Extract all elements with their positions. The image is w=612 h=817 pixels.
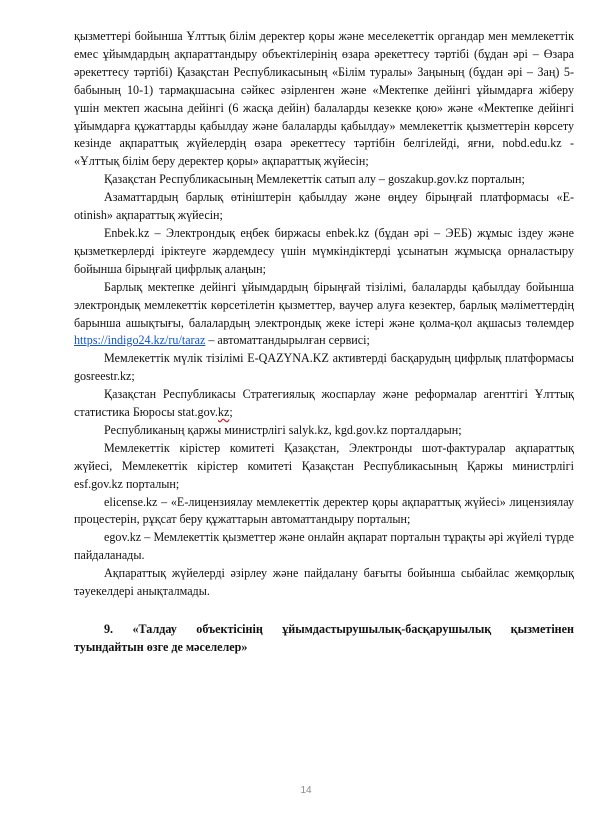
spellcheck-mark: kz [217, 405, 230, 420]
paragraph-nobd: қызметтері бойынша Ұлттық білім деректер қоры және меселекеттік органдар мен мемлекеттік емес ұйымдардың ақпараттандыру объектілерінің өзара әрекеттесу тәртібі (бұдан әрі – Өзара әрекеттесу тәртібі) Қазақстан Республикасының «Білім туралы» Заңының (бұдан әрі – Заң) 5-бабының 10-1) тармақшасына сәйкес әзірленген және «Мектепке дейінгі ұйымдарға жіберу үшін мектеп жасына дейінгі (6 жасқа дейін) балаларды кезекке қою» және «Мектепке дейінгі ұйымдарға құжаттарды қабылдау және балаларды қабылдау» мемлекеттік қызметтерін көрсету кезінде ақпараттық жүйелердің өзара әрекеттесу тәртібін белгілейді, яғни, nobd.edu.kz - «Ұлттық білім беру деректер қоры» ақпараттық жүйесін; [74, 29, 574, 169]
paragraph-elicense: elicense.kz – «Е-лицензиялау мемлекеттік деректер қоры ақпараттық жүйесі» лицензиялау процестерін, рұқсат беру құжаттарын автоматтандыру порталын; [74, 494, 574, 527]
section-heading: 9. «Талдау объектісінің ұйымдастырушылық-басқарушылық қызметінен туындайтын өзге де мәселелер» [74, 622, 574, 654]
paragraph-enbek: Enbek.kz – Электрондық еңбек биржасы enbek.kz (бұдан әрі – ЭЕБ) жұмыс іздеу және қызметкерлерді іріктеуге жәрдемдесу үшін мүмкіндіктерді ұсынатын жұмысқа орналастыру бойынша бірыңғай цифрлық алаңын; [74, 225, 574, 276]
paragraph-indigo-text: Барлық мектепке дейінгі ұйымдардың бірыңғай тізілімі, балаларды қабылдау бойынша электрондық мемлекеттік көрсетілетін қызметтер, ваучер алуға кезектер, барлық мәліметтердің барынша ашықтығы, балалардың электрондық жеке істері және қолма-қол ақшасыз төлемдер [74, 279, 574, 330]
paragraph-stat [74, 386, 574, 422]
paragraph-indigo-tail: – автоматтандырылған сервисі; [205, 333, 370, 348]
paragraph-e-otinish: Азаматтардың барлық өтініштерін қабылдау және өңдеу бірыңғай платформасы «E-otinish» ақпараттық жүйесін; [74, 190, 574, 223]
document-body [74, 28, 574, 657]
paragraph-egov: egov.kz – Мемлекеттік қызметтер және онлайн ақпарат порталын тұрақты әрі жүйелі түрде пайдаланады. [74, 530, 574, 563]
paragraph-esf: Мемлекеттік кірістер комитеті Қазақстан, Электронды шот-фактуралар ақпараттық жүйесі, Мемлекеттік кірістер комитеті Қазақстан Республикасының Қаржы министрлігі esf.gov.kz порталын; [74, 440, 574, 491]
paragraph-indigo [74, 279, 574, 351]
paragraph-stat-tail: ; [229, 405, 233, 420]
paragraph-corruption-risks: Ақпараттық жүйелерді әзірлеу және пайдалану бағыты бойынша сыбайлас жемқорлық тәуекелдері анықталмады. [74, 566, 574, 599]
paragraph-stat-text: Қазақстан Республикасы Стратегиялық жоспарлау және реформалар агенттігі Ұлттық статистика Бюросы stat.gov. [74, 387, 574, 420]
paragraph-salyk: Республиканың қаржы министрлігі salyk.kz, kgd.gov.kz порталдарын; [104, 422, 462, 437]
paragraph-goszakup: Қазақстан Республикасының Мемлекеттік сатып алу – goszakup.gov.kz порталын; [104, 172, 525, 187]
indigo24-link[interactable]: https://indigo24.kz/ru/taraz [74, 333, 206, 348]
page-number: 14 [300, 785, 312, 796]
paragraph-e-qazyna: Мемлекеттік мүлік тізілімі E-QAZYNA.KZ активтерді басқарудың цифрлық платформасы gosreestr.kz; [74, 351, 574, 384]
